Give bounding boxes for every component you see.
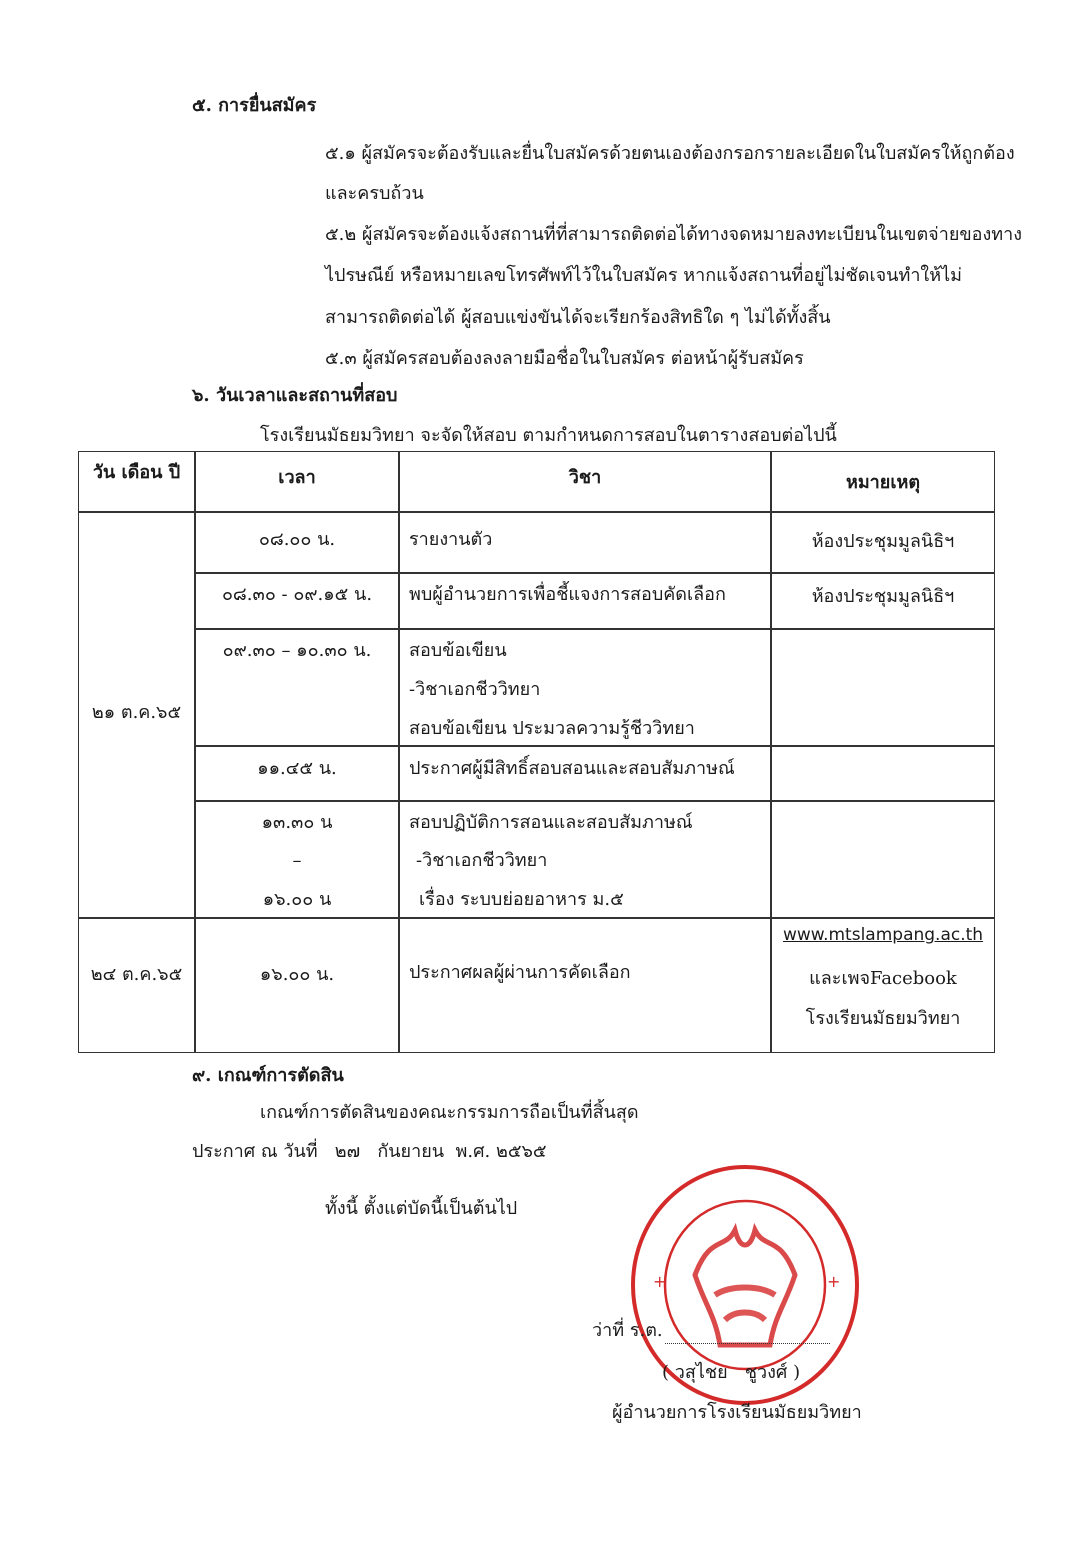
date-cell-1: ๒๑ ต.ค.๖๕ bbox=[91, 702, 182, 723]
row-2-time: ๐๘.๓๐ - ๐๙.๑๕ น. bbox=[221, 584, 373, 605]
row-6-note-website-link[interactable]: www.mtslampang.ac.th bbox=[782, 925, 984, 945]
section-5-item-1-line-2: และครบถ้วน bbox=[325, 183, 424, 204]
row-6-time: ๑๖.๐๐ น. bbox=[259, 964, 335, 985]
svg-text:+: + bbox=[827, 1272, 841, 1291]
signature-name: ( วสุไชย ชูวงศ์ ) bbox=[662, 1362, 801, 1383]
header-date: วัน เดือน ปี bbox=[92, 462, 181, 483]
section-9-body: เกณฑ์การตัดสินของคณะกรรมการถือเป็นที่สิ้นสุด bbox=[260, 1102, 639, 1123]
header-note: หมายเหตุ bbox=[845, 472, 921, 493]
section-6-heading: ๖. วันเวลาและสถานที่สอบ bbox=[192, 385, 398, 406]
svg-text:+: + bbox=[653, 1272, 667, 1291]
row-5-subject-line-1: สอบปฏิบัติการสอนและสอบสัมภาษณ์ bbox=[409, 812, 693, 833]
section-5-item-2-line-2: ไปรษณีย์ หรือหมายเลขโทรศัพท์ไว้ในใบสมัคร หากแจ้งสถานที่อยู่ไม่ชัดเจนทำให้ไม่ bbox=[325, 265, 963, 286]
section-5-item-2-line-1: ๕.๒ ผู้สมัครจะต้องแจ้งสถานที่ที่สามารถติดต่อได้ทางจดหมายลงทะเบียนในเขตจ่ายของทาง bbox=[325, 224, 1023, 245]
announce-effective: ทั้งนี้ ตั้งแต่บัดนี้เป็นต้นไป bbox=[325, 1198, 518, 1219]
row-5-subject-line-3: เรื่อง ระบบย่อยอาหาร ม.๕ bbox=[419, 889, 624, 910]
section-5-item-2-line-3: สามารถติดต่อได้ ผู้สอบแข่งขันได้จะเรียกร้องสิทธิใด ๆ ไม่ได้ทั้งสิ้น bbox=[325, 307, 831, 328]
section-5-heading: ๕. การยื่นสมัคร bbox=[192, 95, 317, 116]
row-6-note-school: โรงเรียนมัธยมวิทยา bbox=[805, 1008, 961, 1029]
row-3-subject-line-2: -วิชาเอกชีววิทยา bbox=[409, 679, 541, 700]
row-6-note-facebook: และเพจFacebook bbox=[809, 968, 957, 989]
header-subject: วิชา bbox=[568, 467, 602, 488]
row-5-time-start: ๑๓.๓๐ น bbox=[261, 812, 333, 833]
row-3-subject-line-3: สอบข้อเขียน ประมวลความรู้ชีววิทยา bbox=[409, 718, 695, 739]
section-6-intro: โรงเรียนมัธยมวิทยา จะจัดให้สอบ ตามกำหนดการสอบในตารางสอบต่อไปนี้ bbox=[260, 425, 837, 446]
signature-line bbox=[665, 1325, 830, 1344]
row-4-subject: ประกาศผู้มีสิทธิ์สอบสอนและสอบสัมภาษณ์ bbox=[409, 758, 735, 779]
row-5-time-end: ๑๖.๐๐ น bbox=[262, 889, 332, 910]
row-1-subject: รายงานตัว bbox=[409, 529, 493, 550]
row-4-time: ๑๑.๔๕ น. bbox=[257, 758, 337, 779]
signature-position: ผู้อำนวยการโรงเรียนมัธยมวิทยา bbox=[612, 1402, 862, 1423]
row-1-time: ๐๘.๐๐ น. bbox=[258, 529, 336, 550]
header-time: เวลา bbox=[278, 467, 316, 488]
section-5-item-1-line-1: ๕.๑ ผู้สมัครจะต้องรับและยื่นใบสมัครด้วยตนเองต้องกรอกรายละเอียดในใบสมัครให้ถูกต้อง bbox=[325, 143, 1015, 164]
row-1-note: ห้องประชุมมูลนิธิฯ bbox=[811, 531, 955, 552]
row-5-time-dash: – bbox=[292, 850, 302, 871]
row-3-time: ๐๙.๓๐ – ๑๐.๓๐ น. bbox=[222, 640, 372, 661]
row-2-subject: พบผู้อำนวยการเพื่อชี้แจงการสอบคัดเลือก bbox=[409, 584, 726, 605]
date-cell-2: ๒๔ ต.ค.๖๕ bbox=[90, 964, 183, 985]
signature-prefix: ว่าที่ ร.ต. bbox=[592, 1320, 663, 1341]
row-2-note: ห้องประชุมมูลนิธิฯ bbox=[811, 586, 955, 607]
section-9-heading: ๙. เกณฑ์การตัดสิน bbox=[192, 1065, 344, 1086]
announce-date-line: ประกาศ ณ วันที่ ๒๗ กันยายน พ.ศ. ๒๕๖๕ bbox=[192, 1141, 547, 1162]
row-6-subject: ประกาศผลผู้ผ่านการคัดเลือก bbox=[409, 962, 631, 983]
row-3-subject-line-1: สอบข้อเขียน bbox=[409, 640, 507, 661]
row-5-subject-line-2: -วิชาเอกชีววิทยา bbox=[416, 850, 548, 871]
section-5-item-3: ๕.๓ ผู้สมัครสอบต้องลงลายมือชื่อในใบสมัคร ต่อหน้าผู้รับสมัคร bbox=[325, 348, 804, 369]
schedule-table bbox=[78, 451, 995, 1053]
